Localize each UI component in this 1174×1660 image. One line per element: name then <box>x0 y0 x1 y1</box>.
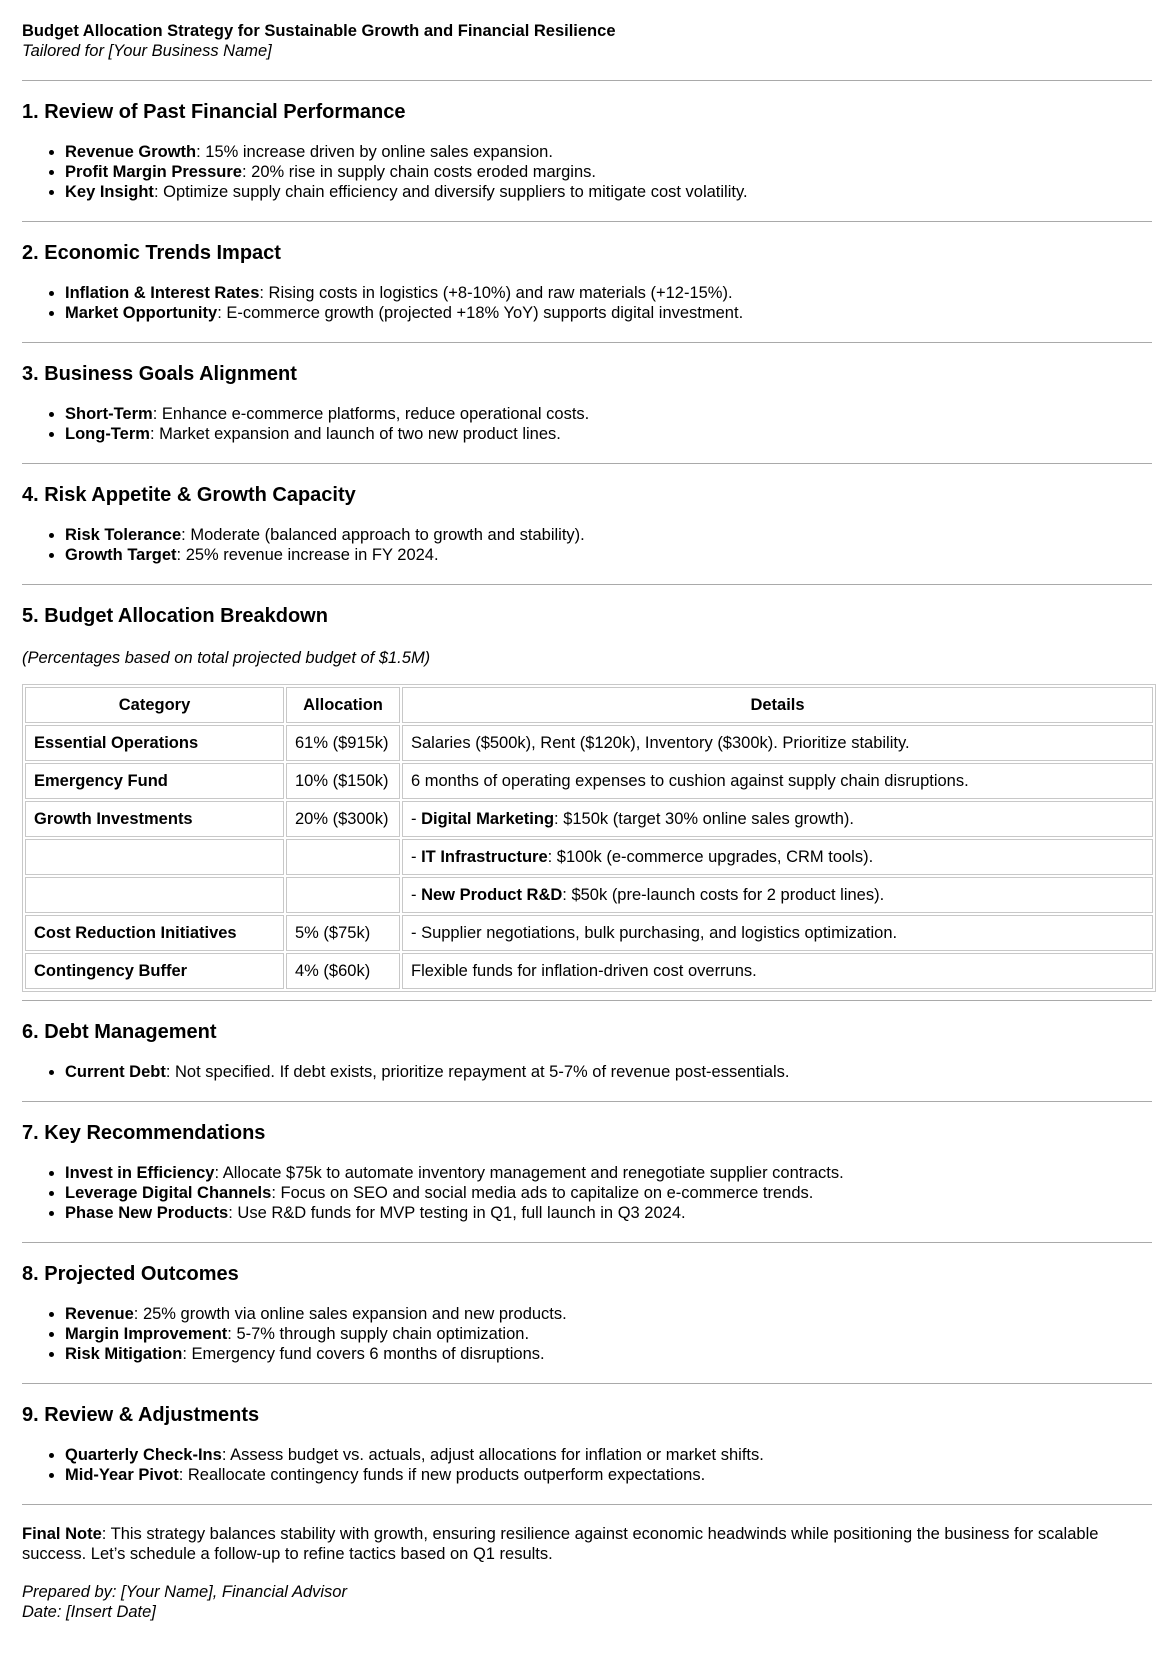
list-item <box>65 1203 1152 1223</box>
list-item <box>65 1324 1152 1344</box>
divider <box>22 1000 1152 1001</box>
document-title: Budget Allocation Strategy for Sustainable Growth and Financial Resilience <box>22 22 616 40</box>
list-item <box>65 525 1152 545</box>
bullet-list <box>22 1304 1152 1364</box>
details-prefix: - <box>411 847 422 866</box>
details-text: 6 months of operating expenses to cushion against supply chain disruptions. <box>411 771 969 790</box>
details-label: IT Infrastructure <box>421 847 548 866</box>
category-cell <box>25 839 284 875</box>
category-cell: Emergency Fund <box>25 763 284 799</box>
section-review-adjustments <box>22 1403 1152 1485</box>
table-row <box>25 915 1153 951</box>
item-text: : Focus on SEO and social media ads to capitalize on e-commerce trends. <box>271 1184 814 1202</box>
item-label: Phase New Products <box>65 1204 229 1222</box>
document <box>22 21 1152 1622</box>
item-label: Growth Target <box>65 546 177 564</box>
details-cell <box>402 915 1153 951</box>
section-heading: 4. Risk Appetite & Growth Capacity <box>22 484 356 506</box>
list-item <box>65 545 1152 565</box>
list-item <box>65 162 1152 182</box>
item-label: Revenue Growth <box>65 143 197 161</box>
section-budget-breakdown <box>22 604 1152 992</box>
divider <box>22 1101 1152 1102</box>
category-cell: Essential Operations <box>25 725 284 761</box>
bullet-list <box>22 1445 1152 1485</box>
divider <box>22 1504 1152 1505</box>
list-item <box>65 303 1152 323</box>
divider <box>22 221 1152 222</box>
category-cell: Contingency Buffer <box>25 953 284 989</box>
section-projected-outcomes <box>22 1262 1152 1364</box>
details-text: - Supplier negotiations, bulk purchasing, and logistics optimization. <box>411 923 898 942</box>
divider <box>22 584 1152 585</box>
item-text: : Emergency fund covers 6 months of disruptions. <box>182 1345 545 1363</box>
category-cell <box>25 877 284 913</box>
item-label: Leverage Digital Channels <box>65 1184 272 1202</box>
section-past-performance <box>22 100 1152 202</box>
details-cell <box>402 801 1153 837</box>
allocation-cell: 5% ($75k) <box>286 915 400 951</box>
document-subtitle: Tailored for [Your Business Name] <box>22 42 272 60</box>
item-text: : Reallocate contingency funds if new products outperform expectations. <box>178 1466 706 1484</box>
item-text: : Rising costs in logistics (+8-10%) and raw materials (+12-15%). <box>259 284 733 302</box>
bullet-list <box>22 142 1152 202</box>
item-text: : 25% growth via online sales expansion and new products. <box>133 1305 567 1323</box>
section-economic-trends <box>22 241 1152 323</box>
final-note-label: Final Note <box>22 1525 102 1543</box>
details-label: New Product R&D <box>421 885 563 904</box>
item-text: : Assess budget vs. actuals, adjust allocations for inflation or market shifts. <box>221 1446 764 1464</box>
item-text: : Allocate $75k to automate inventory management and renegotiate supplier contracts. <box>214 1164 844 1182</box>
column-header-allocation: Allocation <box>286 687 400 723</box>
list-item <box>65 424 1152 444</box>
divider <box>22 1242 1152 1243</box>
list-item <box>65 1062 1152 1082</box>
item-text: : Use R&D funds for MVP testing in Q1, full launch in Q3 2024. <box>228 1204 686 1222</box>
list-item <box>65 1304 1152 1324</box>
divider <box>22 463 1152 464</box>
budget-note: (Percentages based on total projected budget of $1.5M) <box>22 649 431 667</box>
bullet-list <box>22 283 1152 323</box>
bullet-list <box>22 525 1152 565</box>
allocation-cell <box>286 839 400 875</box>
final-note-text: : This strategy balances stability with growth, ensuring resilience against economic headwinds while positioning the business for scalable success. Let’s schedule a follow-up to refine tactics based on Q1 results. <box>22 1525 1099 1563</box>
category-cell: Cost Reduction Initiatives <box>25 915 284 951</box>
table-row <box>25 725 1153 761</box>
details-prefix: - <box>411 809 422 828</box>
section-debt-management <box>22 1020 1152 1082</box>
section-goals-alignment <box>22 362 1152 444</box>
list-item <box>65 404 1152 424</box>
table-row <box>25 877 1153 913</box>
item-label: Risk Mitigation <box>65 1345 183 1363</box>
item-text: : 25% revenue increase in FY 2024. <box>176 546 439 564</box>
allocation-table <box>22 684 1156 992</box>
list-item <box>65 142 1152 162</box>
prepared-by: Prepared by: [Your Name], Financial Advisor <box>22 1583 347 1601</box>
divider <box>22 1383 1152 1384</box>
section-risk-appetite <box>22 483 1152 565</box>
list-item <box>65 1445 1152 1465</box>
section-heading: 8. Projected Outcomes <box>22 1263 239 1285</box>
item-text: : Moderate (balanced approach to growth and stability). <box>181 526 585 544</box>
details-cell <box>402 763 1153 799</box>
details-text: Flexible funds for inflation-driven cost overruns. <box>411 961 757 980</box>
divider <box>22 342 1152 343</box>
item-label: Current Debt <box>65 1063 166 1081</box>
signature-block <box>22 1582 1152 1622</box>
table-header-row <box>25 687 1153 723</box>
bullet-list <box>22 404 1152 444</box>
bullet-list <box>22 1062 1152 1082</box>
allocation-cell: 4% ($60k) <box>286 953 400 989</box>
item-text: : Market expansion and launch of two new product lines. <box>149 425 561 443</box>
details-label: Digital Marketing <box>421 809 555 828</box>
allocation-cell: 61% ($915k) <box>286 725 400 761</box>
item-text: : 15% increase driven by online sales expansion. <box>196 143 553 161</box>
item-label: Quarterly Check-Ins <box>65 1446 222 1464</box>
item-label: Mid-Year Pivot <box>65 1466 179 1484</box>
table-row <box>25 763 1153 799</box>
details-text: Salaries ($500k), Rent ($120k), Inventory ($300k). Prioritize stability. <box>411 733 910 752</box>
final-note <box>22 1524 1152 1564</box>
item-label: Short-Term <box>65 405 153 423</box>
details-text: : $150k (target 30% online sales growth). <box>554 809 854 828</box>
allocation-cell <box>286 877 400 913</box>
list-item <box>65 1183 1152 1203</box>
table-row <box>25 953 1153 989</box>
section-heading: 5. Budget Allocation Breakdown <box>22 605 328 627</box>
item-label: Market Opportunity <box>65 304 218 322</box>
list-item <box>65 283 1152 303</box>
item-label: Profit Margin Pressure <box>65 163 242 181</box>
item-text: : Enhance e-commerce platforms, reduce operational costs. <box>152 405 590 423</box>
bullet-list <box>22 1163 1152 1223</box>
details-prefix: - <box>411 885 422 904</box>
item-text: : Not specified. If debt exists, prioritize repayment at 5-7% of revenue post-essentials. <box>165 1063 790 1081</box>
section-heading: 9. Review & Adjustments <box>22 1404 260 1426</box>
item-text: : 5-7% through supply chain optimization. <box>227 1325 530 1343</box>
item-label: Invest in Efficiency <box>65 1164 215 1182</box>
table-row <box>25 839 1153 875</box>
table-row <box>25 801 1153 837</box>
item-text: : 20% rise in supply chain costs eroded margins. <box>241 163 596 181</box>
document-date: Date: [Insert Date] <box>22 1603 156 1621</box>
section-heading: 1. Review of Past Financial Performance <box>22 101 406 123</box>
item-label: Revenue <box>65 1305 134 1323</box>
section-heading: 3. Business Goals Alignment <box>22 363 297 385</box>
item-text: : E-commerce growth (projected +18% YoY) supports digital investment. <box>217 304 744 322</box>
item-text: : Optimize supply chain efficiency and diversify suppliers to mitigate cost volatility. <box>153 183 748 201</box>
allocation-cell: 20% ($300k) <box>286 801 400 837</box>
section-heading: 6. Debt Management <box>22 1021 217 1043</box>
details-cell <box>402 839 1153 875</box>
section-key-recommendations <box>22 1121 1152 1223</box>
item-label: Long-Term <box>65 425 150 443</box>
list-item <box>65 1163 1152 1183</box>
section-heading: 7. Key Recommendations <box>22 1122 266 1144</box>
allocation-cell: 10% ($150k) <box>286 763 400 799</box>
item-label: Margin Improvement <box>65 1325 228 1343</box>
item-label: Risk Tolerance <box>65 526 182 544</box>
item-label: Key Insight <box>65 183 154 201</box>
details-cell <box>402 877 1153 913</box>
list-item <box>65 182 1152 202</box>
column-header-details: Details <box>402 687 1153 723</box>
details-cell <box>402 953 1153 989</box>
category-cell: Growth Investments <box>25 801 284 837</box>
list-item <box>65 1465 1152 1485</box>
details-text: : $50k (pre-launch costs for 2 product lines). <box>562 885 885 904</box>
list-item <box>65 1344 1152 1364</box>
column-header-category: Category <box>25 687 284 723</box>
divider <box>22 80 1152 81</box>
item-label: Inflation & Interest Rates <box>65 284 260 302</box>
details-cell <box>402 725 1153 761</box>
details-text: : $100k (e-commerce upgrades, CRM tools). <box>547 847 874 866</box>
section-heading: 2. Economic Trends Impact <box>22 242 281 264</box>
